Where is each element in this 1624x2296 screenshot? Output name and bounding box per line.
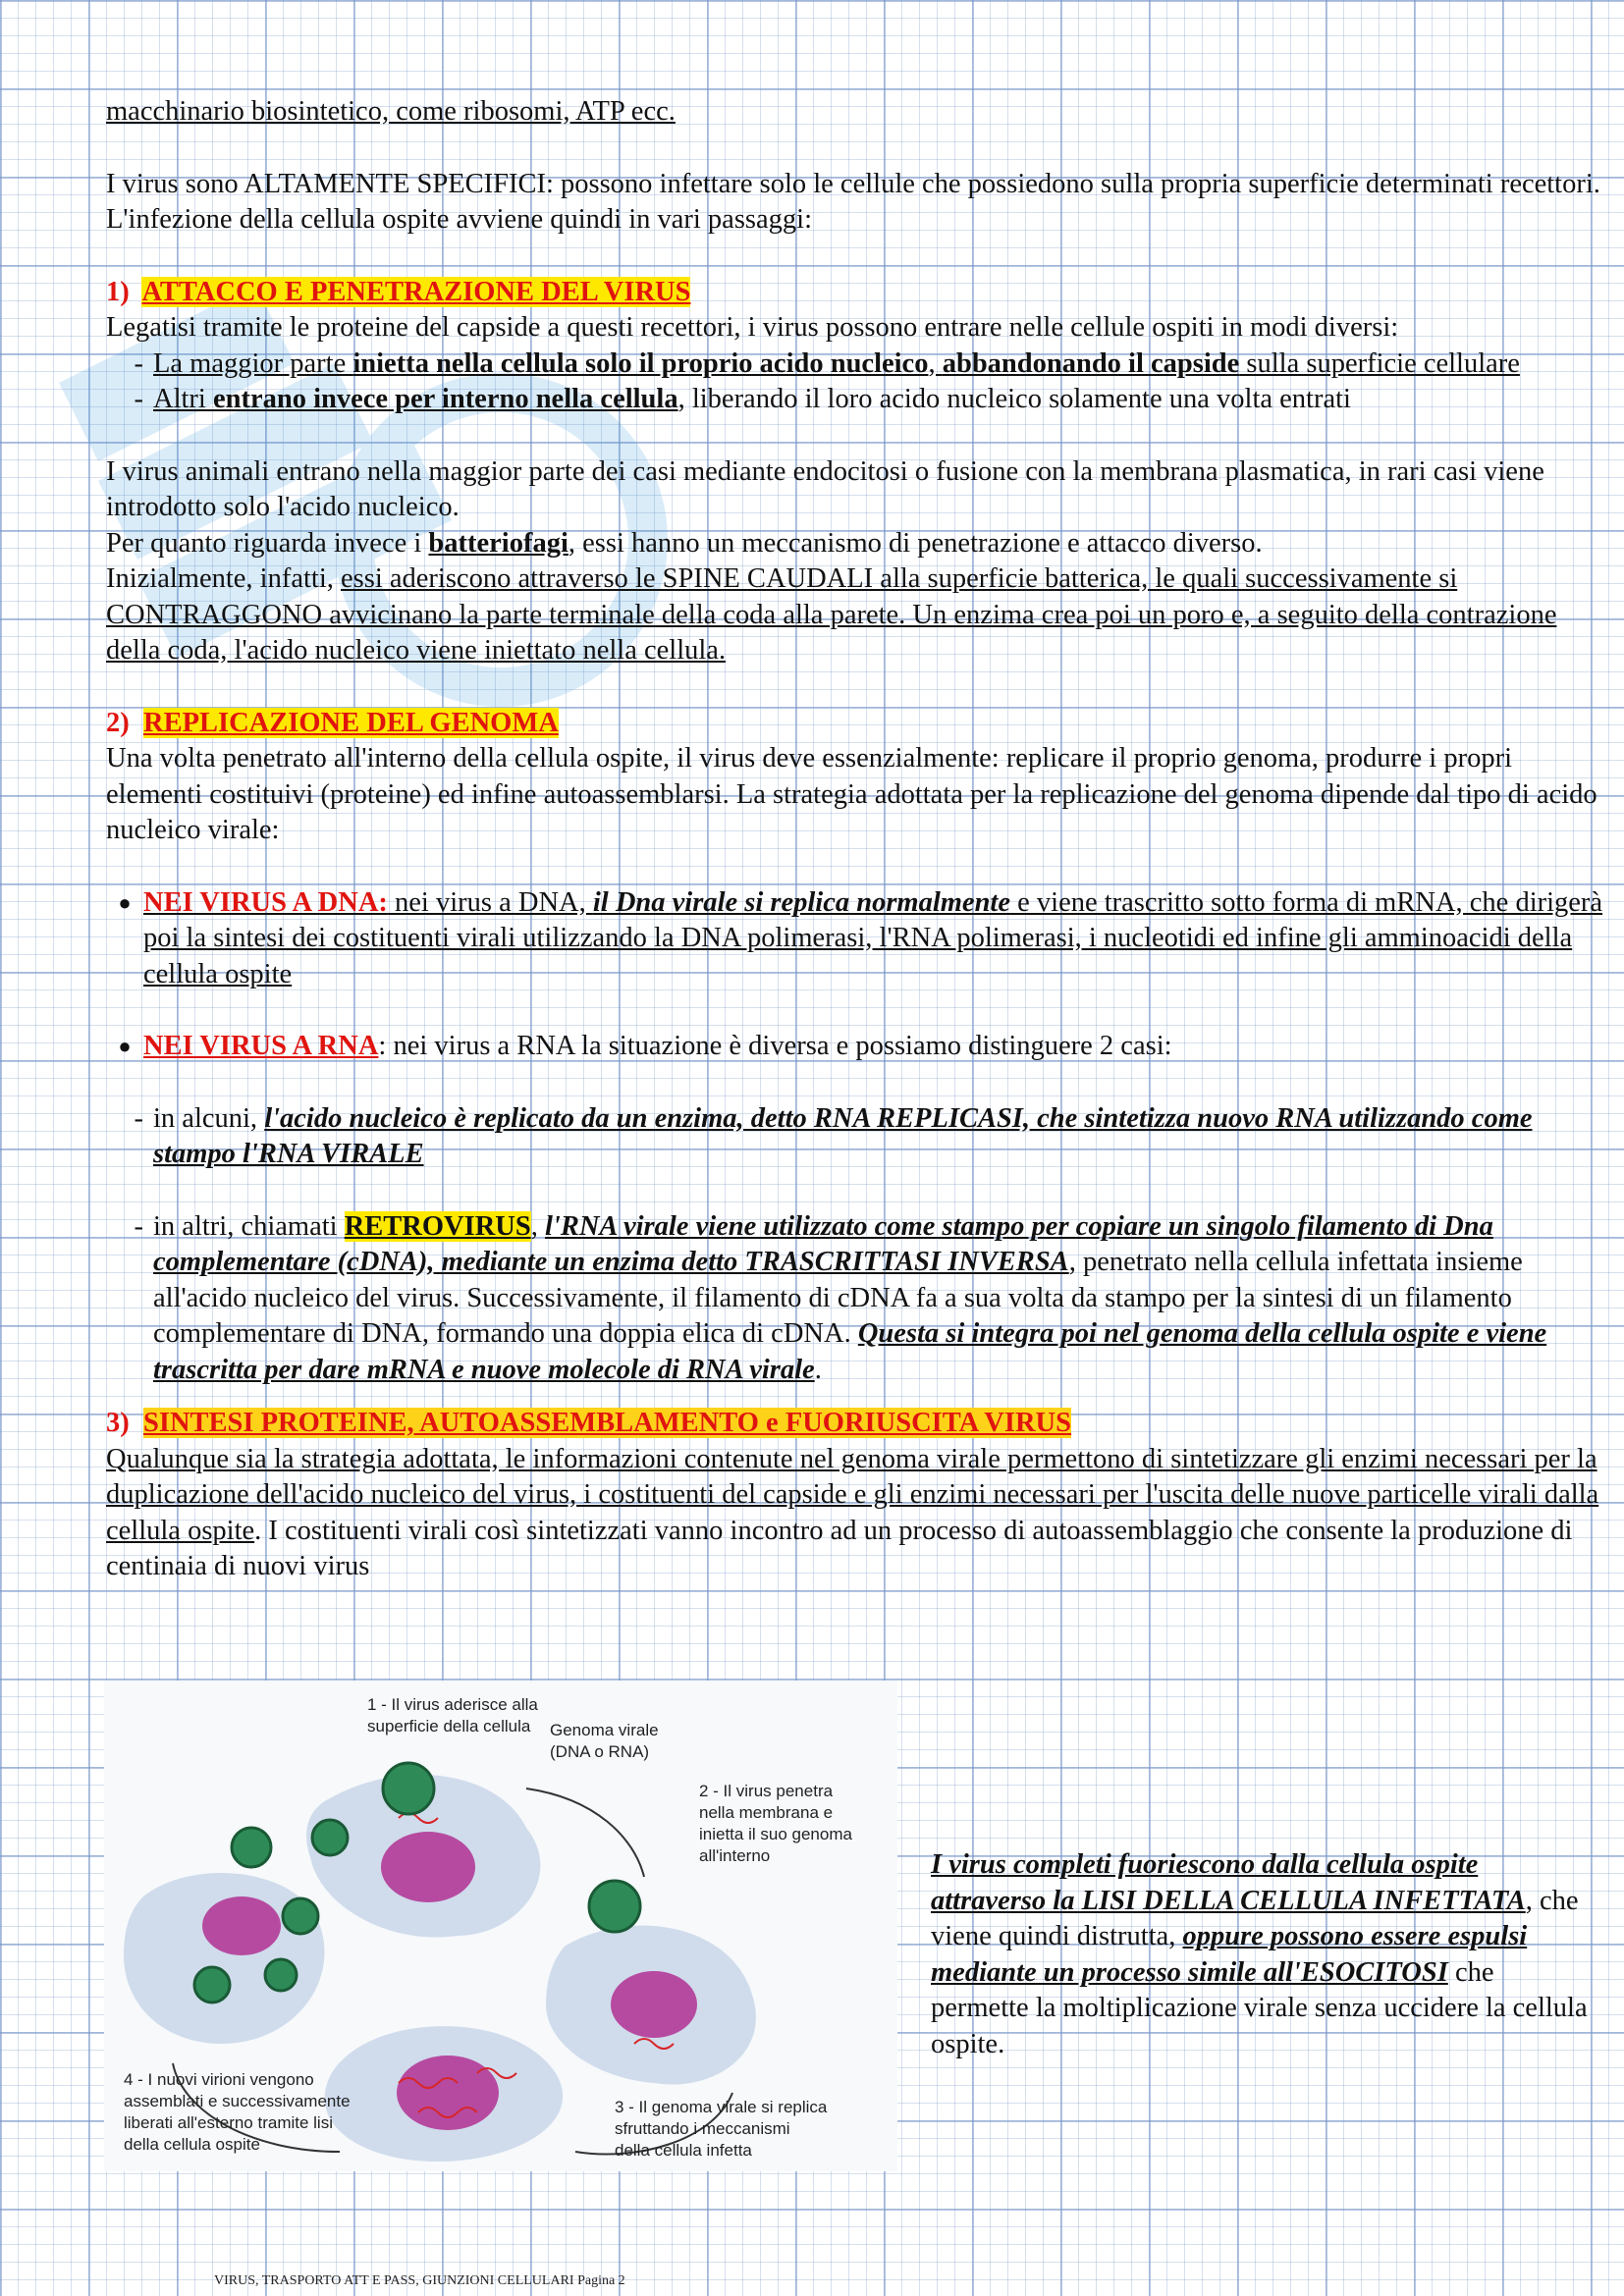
virus-cycle-figure: [104, 1681, 897, 2171]
figure-caption: I virus completi fuoriescono dalla cellula ospite attraverso la LISI DELLA CELLULA INFETTATA, che viene quindi distrutta, oppure possono essere espulsi mediante un processo simile all'ESOCITOSI che permette la moltiplicazione virale senza uccidere la cellula ospite.: [931, 1849, 1588, 2059]
svg-text:della cellula infetta: della cellula infetta: [615, 2141, 752, 2160]
figure-label-1: 1 - Il virus aderisce alla: [367, 1695, 538, 1714]
list-item: - Altri entrano invece per interno nella cellula, liberando il loro acido nucleico solamente una volta entrati: [134, 384, 1351, 414]
svg-text:della cellula ospite: della cellula ospite: [124, 2135, 260, 2154]
animal-virus-paragraph: I virus animali entrano nella maggior parte dei casi mediante endocitosi o fusione con la membrana plasmatica, in rari casi viene introdotto solo l'acido nucleico.: [106, 455, 1544, 522]
section-2-intro: Una volta penetrato all'interno della cellula ospite, il virus deve essenzialmente: replicare il proprio genoma, produrre i propri elementi costituivi (proteine) ed infine autoassemblarsi. La strategia adottata per la replicazione del genoma dipende dal tipo di acido nucleico virale:: [106, 743, 1597, 845]
svg-text:assemblati e successivamente: assemblati e successivamente: [124, 2092, 351, 2110]
svg-text:(DNA o RNA): (DNA o RNA): [550, 1742, 650, 1761]
phage-paragraph: Per quanto riguarda invece i batteriofagi, essi hanno un meccanismo di penetrazione e attacco diverso.: [106, 527, 1263, 559]
figure-label-3: 3 - Il genoma virale si replica: [615, 2098, 828, 2116]
svg-text:inietta il suo genoma: inietta il suo genoma: [699, 1825, 852, 1843]
section-1-title: ATTACCO E PENETRAZIONE DEL VIRUS: [141, 276, 691, 307]
section-1-intro: Legatisi tramite le proteine del capside a questi recettori, i virus possono entrare nelle cellule ospiti in modi diversi:: [106, 312, 1399, 343]
svg-text:superficie della cellula: superficie della cellula: [367, 1717, 531, 1735]
svg-text:nella membrana e: nella membrana e: [699, 1803, 834, 1822]
figure-label-2: 2 - Il virus penetra: [699, 1782, 834, 1800]
specific-paragraph: I virus sono ALTAMENTE SPECIFICI: possono infettare solo le cellule che possiedono sulla propria superficie determinati recettori. L'infezione della cellula ospite avviene quindi in vari passaggi:: [106, 168, 1600, 235]
document-body: [106, 94, 1603, 1585]
bullet-icon: ●: [118, 1034, 132, 1058]
section-3-paragraph: Qualunque sia la strategia adottata, le informazioni contenute nel genoma virale permettono di sintetizzare gli enzimi necessari per la duplicazione dell'acido nucleico del virus, i costituenti del capside e gli enzimi necessari per l'uscita delle nuove particelle virali dalla cellula ospite. I costituenti virali così sintetizzati vanno incontro ad un processo di autoassemblaggio che consente la produzione di centinaia di nuovi virus: [106, 1443, 1599, 1581]
section-1-heading: 1) ATTACCO E PENETRAZIONE DEL VIRUS: [106, 276, 691, 307]
section-3-heading: 3) SINTESI PROTEINE, AUTOASSEMBLAMENTO e FUORIUSCITA VIRUS: [106, 1408, 1071, 1438]
section-3-title: SINTESI PROTEINE, AUTOASSEMBLAMENTO e FUORIUSCITA VIRUS: [143, 1408, 1071, 1438]
list-item: - in alcuni, l'acido nucleico è replicato da un enzima, detto RNA REPLICASI, che sintetizza nuovo RNA utilizzando come stampo l'RNA VIRALE: [134, 1102, 1533, 1169]
list-item: ● NEI VIRUS A DNA: nei virus a DNA, il Dna virale si replica normalmente e viene trascritto sotto forma di mRNA, che dirigerà poi la sintesi dei costituenti virali utilizzando la DNA polimerasi, l'RNA polimerasi, i nucleotidi ed infine gli amminoacidi della cellula ospite: [106, 885, 1603, 993]
section-2-heading: 2) REPLICAZIONE DEL GENOMA: [106, 707, 559, 738]
figure-label-genome: Genoma virale: [550, 1721, 659, 1739]
bullet-icon: ●: [118, 889, 132, 915]
list-item: - La maggior parte inietta nella cellula solo il proprio acido nucleico, abbandonando il capside sulla superficie cellulare: [134, 347, 1520, 379]
svg-text:all'interno: all'interno: [699, 1846, 771, 1865]
svg-text:sfruttando i meccanismi: sfruttando i meccanismi: [615, 2119, 790, 2138]
list-item: - in altri, chiamati RETROVIRUS, l'RNA virale viene utilizzato come stampo per copiare un singolo filamento di Dna complementare (cDNA), mediante un enzima detto TRASCRITTASI INVERSA, penetrato nella cellula infettata insieme all'acido nucleico del virus. Successivamente, il filamento di cDNA fa a sua volta da stampo per la sintesi di un filamento complementare di DNA, formando una doppia elica di cDNA. Questa si integra poi nel genoma della cellula ospite e viene trascritta per dare mRNA e nuove molecole di RNA virale.: [134, 1210, 1547, 1385]
section-2-title: REPLICAZIONE DEL GENOMA: [143, 707, 559, 738]
intro-end: macchinario biosintetico, come ribosomi, ATP ecc.: [106, 96, 676, 127]
retrovirus-highlight: RETROVIRUS: [344, 1210, 531, 1242]
phage-mechanism-paragraph: Inizialmente, infatti, essi aderiscono attraverso le SPINE CAUDALI alla superficie batterica, le quali successivamente si CONTRAGGONO avvicinano la parte terminale della coda alla parete. Un enzima crea poi un poro e, a seguito della contrazione della coda, l'acido nucleico viene iniettato nella cellula.: [106, 563, 1557, 666]
figure-label-4: 4 - I nuovi virioni vengono: [124, 2070, 314, 2089]
page-footer: VIRUS, TRASPORTO ATT E PASS, GIUNZIONI CELLULARI Pagina 2: [214, 2273, 625, 2288]
list-item: ● NEI VIRUS A RNA: nei virus a RNA la situazione è diversa e possiamo distinguere 2 casi:: [106, 1029, 1603, 1065]
svg-text:liberati all'esterno tramite l: liberati all'esterno tramite lisi: [124, 2113, 333, 2132]
